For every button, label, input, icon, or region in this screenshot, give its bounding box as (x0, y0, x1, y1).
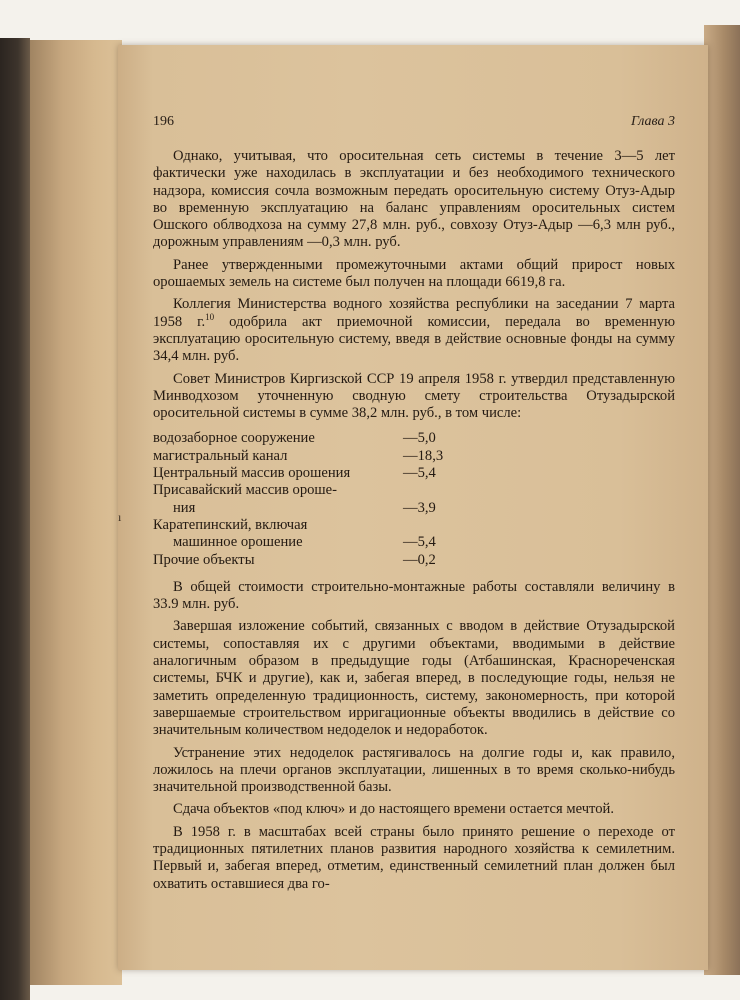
list-item (153, 465, 483, 482)
cost-item-name: магистральный канал (153, 447, 288, 464)
cost-item-value (403, 482, 483, 499)
page-header (153, 114, 675, 134)
paragraph: В 1958 г. в масштабах всей страны было принято решение о переходе от традиционных пятилетних планов развития народного хозяйства к семилетним. Первый и, забегая вперед, отметим, единственный семилетний план должен был охватить оставшиеся два го- (153, 823, 675, 892)
chapter-title: Глава 3 (631, 114, 675, 129)
cost-item-value: —0,2 (403, 551, 436, 568)
collegium-text-after: одобрила акт приемочной комиссии, передала во временную эксплуатацию оросительную систему, введя в действие основные фонды на сумму 34,4 млн. руб. (153, 313, 675, 365)
cost-item-name: машинное орошение (173, 534, 303, 551)
cost-item-name: Прочие объекты (153, 551, 255, 568)
body-text (153, 148, 675, 898)
page-number: 196 (153, 114, 174, 129)
cost-item-value: —5,4 (403, 465, 436, 482)
list-item (153, 448, 483, 465)
list-item (153, 517, 483, 534)
footnote-ref: 10 (205, 311, 215, 322)
cost-item-name: водозаборное сооружение (153, 430, 315, 447)
list-item (153, 552, 483, 569)
cost-item-value: —5,0 (403, 430, 436, 447)
list-item (153, 482, 483, 499)
paragraph: Сдача объектов «под ключ» и до настоящего времени остается мечтой. (173, 801, 614, 818)
cost-item-name: Каратепинский, включая (153, 516, 308, 533)
page-edge (704, 25, 740, 975)
margin-mark: ı (118, 510, 122, 524)
list-item (153, 430, 483, 447)
list-item (153, 500, 483, 517)
cost-item-name: Присавайский массив ороше- (153, 482, 337, 499)
collegium-text-before: Коллегия Министерства водного хозяйства республики на заседании 7 марта 1958 г. (153, 296, 675, 330)
cost-item-value: —3,9 (403, 499, 436, 516)
book-spine (30, 40, 122, 985)
book-shadow (0, 38, 30, 1000)
paragraph: Ранее утвержденными промежуточными актами общий прирост новых орошаемых земель на системе был получен на площади 6619,8 га. (153, 256, 675, 291)
paragraph: Устранение этих недоделок растягивалось на долгие годы и, как правило, ложилось на плечи органов эксплуатации, лишенных в то время сколько-нибудь значительной производственной базы. (153, 744, 675, 796)
cost-item-value (403, 517, 483, 534)
paragraph: Завершая изложение событий, связанных с вводом в действие Отузадырской системы, сопоставляя их с другими объектами, вводимыми в действие аналогичным образом в предыдущие годы (Атбашинская, Краснореченская системы, БЧК и другие), как и, забегая вперед, в последующие годы, нельзя не заметить определенную традиционность, систему, закономерность, при которой завершаемые строительством ирригационные объекты вводились в действие со значительным количеством недоделок и недоработок. (153, 618, 675, 739)
cost-list (153, 430, 675, 568)
paragraph-collegium (153, 296, 675, 365)
cost-item-name: Центральный массив орошения (153, 465, 351, 482)
cost-item-value: —5,4 (403, 534, 436, 551)
paragraph: Однако, учитывая, что оросительная сеть системы в течение 3—5 лет фактически уже находилась в эксплуатации и без необходимого технического надзора, комиссия сочла возможным передать оросительную систему Отуз-Адыр во временную эксплуатацию на баланс управлениям оросительных систем Ошского облводхоза на сумму 27,8 млн. руб., совхозу Отуз-Адыр —6,3 млн руб., дорожным управлениям —0,3 млн. руб. (153, 148, 675, 251)
cost-item-value: —18,3 (403, 447, 444, 464)
cost-item-name: ния (173, 499, 196, 516)
paragraph-council: Совет Министров Киргизской ССР 19 апреля 1958 г. утвердил представленную Минводхозом уточненную сводную смету строительства Отузадырской оросительной системы в сумме 38,2 млн. руб., в том числе: (153, 370, 675, 422)
paragraph: В общей стоимости строительно-монтажные работы составляли величину в 33.9 млн. руб. (153, 578, 675, 613)
list-item (153, 534, 483, 551)
